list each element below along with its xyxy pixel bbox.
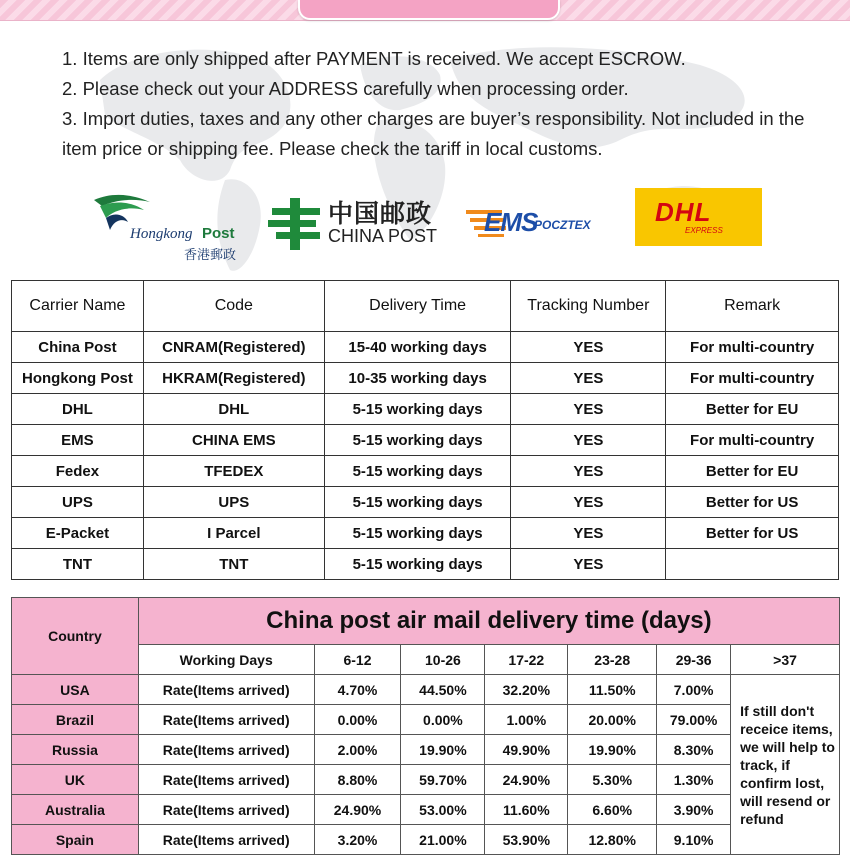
rate-cell: 11.50%	[568, 675, 657, 705]
hongkong-post-en2-text: Post	[202, 225, 235, 242]
range-cell: 23-28	[568, 645, 657, 675]
range-cell: 17-22	[485, 645, 568, 675]
china-post-emblem-icon	[268, 198, 324, 250]
range-cell: >37	[731, 645, 840, 675]
carrier-name-cell: Fedex	[12, 456, 144, 487]
carrier-name-cell: UPS	[12, 487, 144, 518]
table-row	[12, 825, 840, 855]
table-row	[12, 765, 840, 795]
delivery-time-cell: 5-15 working days	[324, 549, 511, 580]
rate-cell: 4.70%	[314, 675, 401, 705]
table-row	[12, 363, 839, 394]
rate-cell: 44.50%	[401, 675, 485, 705]
carrier-table	[11, 280, 839, 580]
tracking-cell: YES	[511, 456, 666, 487]
rate-cell: 5.30%	[568, 765, 657, 795]
rate-cell: 53.90%	[485, 825, 568, 855]
code-cell: HKRAM(Registered)	[143, 363, 324, 394]
rate-cell: 49.90%	[485, 735, 568, 765]
delivery-time-cell: 5-15 working days	[324, 487, 511, 518]
carrier-name-cell: EMS	[12, 425, 144, 456]
delivery-time-cell: 5-15 working days	[324, 456, 511, 487]
rate-cell: 3.90%	[657, 795, 731, 825]
range-cell: 6-12	[314, 645, 401, 675]
carrier-table-header-row	[12, 281, 839, 332]
remark-cell: Better for EU	[666, 456, 839, 487]
rate-cell: 9.10%	[657, 825, 731, 855]
rate-cell: 79.00%	[657, 705, 731, 735]
remark-cell	[666, 549, 839, 580]
code-cell: I Parcel	[143, 518, 324, 549]
remark-cell: For multi-country	[666, 332, 839, 363]
rate-cell: 24.90%	[314, 795, 401, 825]
table-row	[12, 549, 839, 580]
table-row	[12, 705, 840, 735]
carrier-logos	[0, 180, 850, 260]
ems-small-text: POCZTEX	[534, 218, 591, 232]
delivery-time-cell: 5-15 working days	[324, 425, 511, 456]
airmail-title-row	[12, 598, 840, 645]
china-post-zh-text: 中国邮政	[328, 200, 433, 228]
tracking-cell: YES	[511, 394, 666, 425]
rate-label-cell: Rate(Items arrived)	[138, 825, 314, 855]
tracking-refund-note: If still don't receice items, we will help to track, if confirm lost, will resend or refund	[731, 675, 840, 855]
rate-label-cell: Rate(Items arrived)	[138, 765, 314, 795]
delivery-time-cell: 10-35 working days	[324, 363, 511, 394]
ems-pocztex-logo	[466, 204, 598, 244]
country-header: Country	[12, 598, 139, 675]
remark-cell: Better for US	[666, 518, 839, 549]
rate-cell: 32.20%	[485, 675, 568, 705]
range-cell: 10-26	[401, 645, 485, 675]
carrier-name-cell: Hongkong Post	[12, 363, 144, 394]
delivery-time-cell: 5-15 working days	[324, 518, 511, 549]
hongkong-post-en-text: Hongkong	[130, 226, 193, 242]
table-row	[12, 735, 840, 765]
remark-cell: Better for US	[666, 487, 839, 518]
table-row	[12, 795, 840, 825]
table-row	[12, 394, 839, 425]
note-3: 3. Import duties, taxes and any other charges are buyer’s responsibility. Not included in the item price or shipping fee. Please check the tariff in local customs.	[62, 108, 805, 159]
remark-cell: For multi-country	[666, 363, 839, 394]
rate-cell: 6.60%	[568, 795, 657, 825]
dhl-name-text: DHL	[655, 197, 712, 227]
dhl-sub-text: EXPRESS	[685, 226, 723, 235]
tracking-cell: YES	[511, 332, 666, 363]
rate-cell: 24.90%	[485, 765, 568, 795]
rate-cell: 12.80%	[568, 825, 657, 855]
table-row	[12, 456, 839, 487]
country-cell: Russia	[12, 735, 139, 765]
header-code: Code	[143, 281, 324, 332]
airmail-delivery-table	[11, 597, 840, 855]
table-row	[12, 425, 839, 456]
rate-cell: 1.00%	[485, 705, 568, 735]
country-cell: Australia	[12, 795, 139, 825]
tracking-cell: YES	[511, 487, 666, 518]
shipping-notes	[62, 44, 832, 164]
header-tracking-number: Tracking Number	[511, 281, 666, 332]
header-remark: Remark	[666, 281, 839, 332]
carrier-name-cell: TNT	[12, 549, 144, 580]
code-cell: TFEDEX	[143, 456, 324, 487]
country-cell: Brazil	[12, 705, 139, 735]
working-days-label: Working Days	[138, 645, 314, 675]
code-cell: CHINA EMS	[143, 425, 324, 456]
remark-cell: For multi-country	[666, 425, 839, 456]
rate-cell: 1.30%	[657, 765, 731, 795]
rate-cell: 20.00%	[568, 705, 657, 735]
country-cell: UK	[12, 765, 139, 795]
rate-label-cell: Rate(Items arrived)	[138, 795, 314, 825]
delivery-time-cell: 15-40 working days	[324, 332, 511, 363]
rate-cell: 0.00%	[314, 705, 401, 735]
tracking-cell: YES	[511, 363, 666, 394]
code-cell: TNT	[143, 549, 324, 580]
range-cell: 29-36	[657, 645, 731, 675]
rate-cell: 8.80%	[314, 765, 401, 795]
rate-cell: 11.60%	[485, 795, 568, 825]
remark-cell: Better for EU	[666, 394, 839, 425]
carrier-name-cell: China Post	[12, 332, 144, 363]
hongkong-post-logo	[92, 190, 247, 260]
carrier-name-cell: DHL	[12, 394, 144, 425]
rate-cell: 0.00%	[401, 705, 485, 735]
rate-label-cell: Rate(Items arrived)	[138, 705, 314, 735]
rate-cell: 59.70%	[401, 765, 485, 795]
hongkong-post-zh-text: 香港郵政	[184, 247, 237, 262]
country-cell: USA	[12, 675, 139, 705]
header-carrier-name: Carrier Name	[12, 281, 144, 332]
rate-cell: 19.90%	[401, 735, 485, 765]
table-row	[12, 332, 839, 363]
airmail-title: China post air mail delivery time (days)	[138, 598, 839, 645]
delivery-time-cell: 5-15 working days	[324, 394, 511, 425]
rate-cell: 7.00%	[657, 675, 731, 705]
table-row	[12, 518, 839, 549]
ems-big-text: EMS	[484, 207, 538, 237]
china-post-logo	[268, 194, 443, 254]
carrier-name-cell: E-Packet	[12, 518, 144, 549]
rate-cell: 8.30%	[657, 735, 731, 765]
code-cell: CNRAM(Registered)	[143, 332, 324, 363]
rate-cell: 21.00%	[401, 825, 485, 855]
tracking-cell: YES	[511, 549, 666, 580]
table-row	[12, 487, 839, 518]
rate-cell: 3.20%	[314, 825, 401, 855]
note-2: 2. Please check out your ADDRESS carefully when processing order.	[62, 78, 629, 99]
note-1: 1. Items are only shipped after PAYMENT is received. We accept ESCROW.	[62, 48, 686, 69]
code-cell: DHL	[143, 394, 324, 425]
tracking-cell: YES	[511, 425, 666, 456]
header-delivery-time: Delivery Time	[324, 281, 511, 332]
country-cell: Spain	[12, 825, 139, 855]
top-title-badge	[298, 0, 560, 20]
table-row	[12, 675, 840, 705]
code-cell: UPS	[143, 487, 324, 518]
rate-cell: 2.00%	[314, 735, 401, 765]
tracking-cell: YES	[511, 518, 666, 549]
china-post-en-text: CHINA POST	[328, 226, 438, 246]
rate-label-cell: Rate(Items arrived)	[138, 675, 314, 705]
rate-cell: 19.90%	[568, 735, 657, 765]
dhl-logo	[635, 188, 762, 246]
rate-label-cell: Rate(Items arrived)	[138, 735, 314, 765]
rate-cell: 53.00%	[401, 795, 485, 825]
